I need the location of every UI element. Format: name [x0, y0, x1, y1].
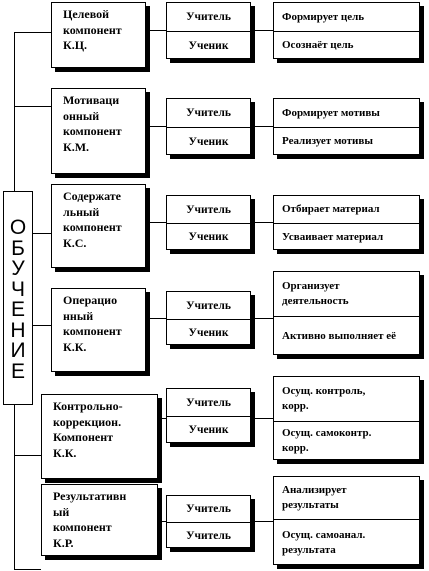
- link-comp2-roles: [146, 126, 166, 127]
- link-comp1-roles: [146, 30, 166, 31]
- role-teacher: Учитель: [186, 396, 231, 409]
- link-comp6-roles: [158, 521, 166, 522]
- component-name-line: Результативн: [53, 489, 127, 503]
- component-name-line: Целевой: [63, 7, 110, 21]
- main-label: [10, 218, 26, 382]
- role-student: Ученик: [188, 135, 229, 148]
- role-student: Ученик: [188, 326, 229, 339]
- link-roles1-actions: [251, 30, 273, 31]
- actions-box-1: [273, 2, 420, 59]
- component-name-line: компонент: [63, 22, 122, 37]
- component-name-line: Содержате: [63, 189, 122, 203]
- link-roles6-actions: [251, 521, 273, 522]
- action-teacher: Осущ. самоанал. результата: [282, 528, 366, 556]
- action-student: Усваивает материал: [282, 230, 384, 243]
- main-label-letter: О: [9, 216, 27, 239]
- role-student: Ученик: [188, 424, 229, 436]
- action-student: Активно выполняет её: [282, 329, 397, 342]
- actions-box-3: [273, 195, 420, 250]
- main-label-letter: И: [10, 339, 26, 362]
- component-box-operational: [51, 288, 146, 372]
- component-name-line: компонент: [63, 220, 122, 234]
- spine-connector-2: [14, 106, 51, 107]
- link-roles2-actions: [251, 126, 273, 127]
- role-student: Ученик: [188, 231, 229, 243]
- roles-box-3: [166, 195, 251, 250]
- actions-box-6: [273, 476, 420, 565]
- component-name-line: К.Ц.: [63, 38, 88, 52]
- component-name-line: компонент: [63, 324, 122, 338]
- actions-box-2: [273, 98, 420, 155]
- component-box-target: [51, 2, 146, 68]
- component-name-line: К.С.: [63, 235, 87, 250]
- actions-box-4: [273, 271, 420, 355]
- action-teacher: Анализирует результаты: [282, 484, 347, 511]
- action-teacher: Формирует мотивы: [282, 106, 380, 119]
- link-roles5-actions: [251, 418, 273, 419]
- component-name-line: К.К.: [53, 445, 77, 460]
- main-label-letter: Е: [10, 298, 25, 321]
- component-name-line: Операцио: [63, 293, 118, 307]
- link-roles3-actions: [251, 222, 273, 223]
- action-student: Осознаёт цель: [282, 39, 354, 51]
- main-label-letter: Ч: [11, 277, 25, 301]
- main-label-letter: Е: [10, 359, 25, 383]
- component-name-line: нный: [63, 308, 94, 323]
- roles-box-6: [166, 495, 251, 548]
- main-label-letter: Н: [10, 318, 26, 342]
- component-name-line: компонент: [63, 124, 122, 138]
- role-teacher: Учитель: [186, 11, 231, 23]
- component-name-line: К.К.: [63, 339, 87, 354]
- role-teacher: Учитель: [186, 529, 231, 542]
- component-name-line: Мотиваци: [63, 93, 120, 107]
- component-box-content: [51, 184, 146, 268]
- component-name-line: К.М.: [63, 139, 90, 154]
- main-label-letter: У: [11, 257, 25, 280]
- component-box-result: [41, 484, 158, 556]
- link-comp3-roles: [146, 222, 166, 223]
- component-name-line: Компонент: [53, 430, 114, 444]
- component-box-motivation: [51, 88, 146, 174]
- actions-box-5: [273, 376, 420, 460]
- action-teacher: Осущ. контроль, корр.: [282, 385, 366, 412]
- component-name-line: компонент: [53, 520, 112, 534]
- spine-connector-6: [14, 569, 41, 570]
- action-student: Осущ. самоконтр. корр.: [282, 427, 372, 454]
- role-teacher: Учитель: [186, 299, 231, 312]
- role-teacher: Учитель: [186, 203, 231, 216]
- component-name-line: К.Р.: [53, 535, 74, 550]
- roles-box-4: [166, 291, 251, 345]
- action-teacher: Организует деятельность: [282, 280, 349, 307]
- spine-connector-1: [14, 32, 51, 33]
- role-teacher: Учитель: [186, 107, 231, 119]
- link-roles4-actions: [251, 318, 273, 319]
- component-name-line: ый: [53, 504, 70, 519]
- action-student: Реализует мотивы: [282, 135, 373, 147]
- component-box-control: [41, 394, 158, 479]
- component-name-line: коррекцион.: [53, 414, 122, 429]
- main-label-letter: Б: [11, 236, 25, 260]
- component-name-line: льный: [63, 204, 100, 219]
- component-name-line: Контрольно-: [53, 399, 123, 413]
- component-name-line: онный: [63, 108, 100, 123]
- roles-box-1: [166, 2, 251, 59]
- role-teacher: Учитель: [186, 503, 231, 515]
- action-teacher: Отбирает материал: [282, 203, 380, 215]
- spine-connector-5: [14, 455, 41, 456]
- link-comp4-roles: [146, 318, 166, 319]
- action-teacher: Формирует цель: [282, 10, 365, 23]
- role-student: Ученик: [188, 39, 229, 52]
- roles-box-2: [166, 98, 251, 155]
- roles-box-5: [166, 388, 251, 443]
- link-comp5-roles: [158, 418, 166, 419]
